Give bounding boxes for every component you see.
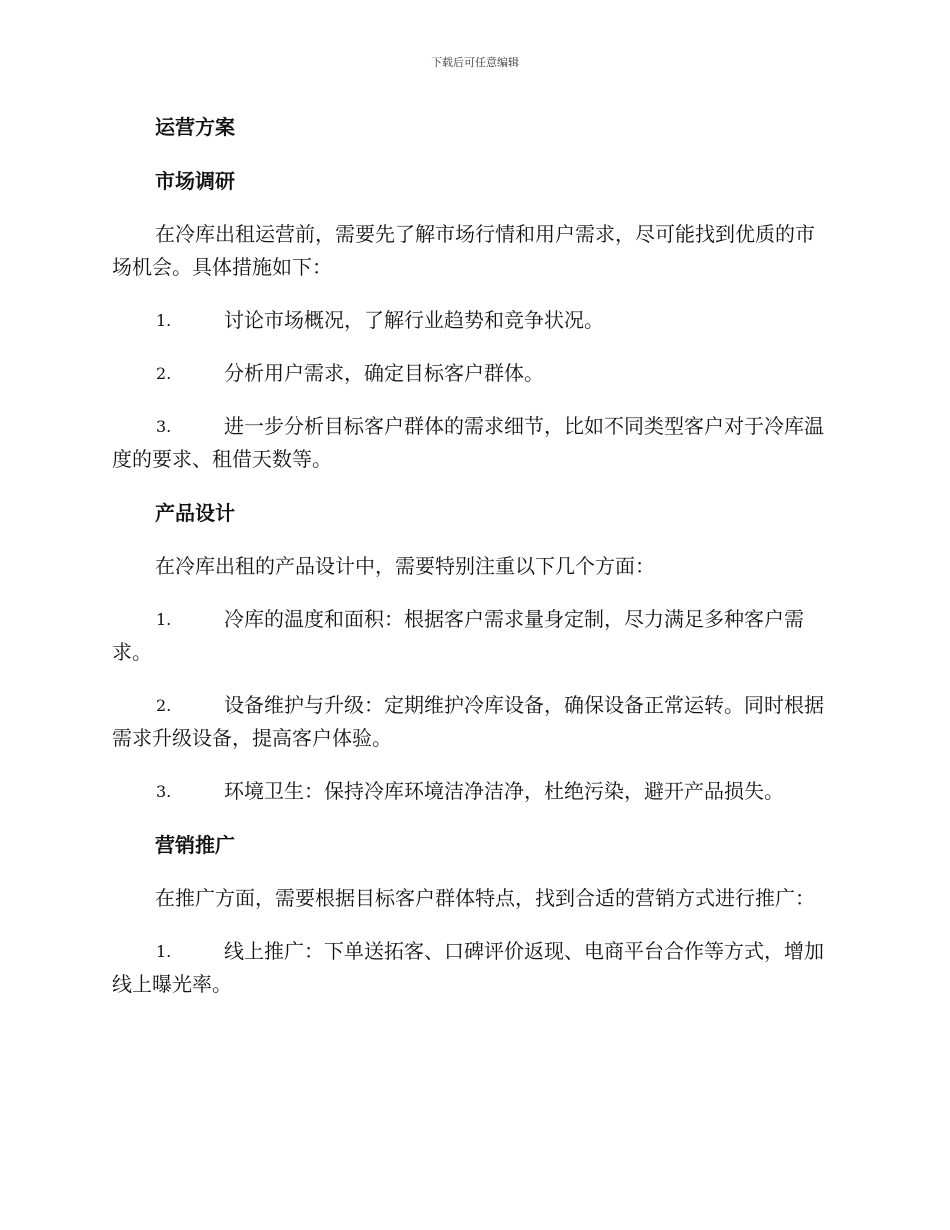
list-item-number: 3.	[156, 782, 172, 801]
list-item-number: 3.	[156, 417, 172, 436]
section-heading: 市场调研	[155, 169, 235, 193]
document-body	[112, 110, 832, 1021]
list-item-number: 1.	[156, 610, 172, 629]
list-item-text: 线上推广：下单送拓客、口碑评价返现、电商平台合作等方式，增加线上曝光率。	[112, 939, 824, 996]
list-item	[112, 410, 832, 476]
document-title: 运营方案	[155, 115, 235, 139]
section-intro: 在冷库出租的产品设计中，需要特别注重以下几个方面：	[155, 554, 655, 578]
list-item-text: 进一步分析目标客户群体的需求细节，比如不同类型客户对于冷库温度的要求、租借天数等。	[112, 414, 824, 471]
list-item-text: 讨论市场概况，了解行业趋势和竞争状况。	[224, 308, 604, 332]
list-item	[112, 304, 832, 337]
list-item	[112, 357, 832, 390]
section-intro: 在冷库出租运营前，需要先了解市场行情和用户需求，尽可能找到优质的市场机会。具体措施如下：	[112, 222, 815, 279]
section-intro: 在推广方面，需要根据目标客户群体特点，找到合适的营销方式进行推广：	[155, 886, 815, 910]
list-item-number: 1.	[156, 942, 172, 961]
list-item	[112, 603, 832, 669]
list-item-text: 设备维护与升级：定期维护冷库设备，确保设备正常运转。同时根据需求升级设备，提高客户体验。	[112, 693, 824, 750]
section-heading: 产品设计	[155, 501, 235, 525]
list-item	[112, 689, 832, 755]
list-item-text: 环境卫生：保持冷库环境洁净洁净，杜绝污染，避开产品损失。	[224, 779, 784, 803]
list-item-number: 1.	[156, 311, 172, 330]
page-header: 下载后可任意编辑	[431, 56, 519, 69]
list-item-text: 冷库的温度和面积：根据客户需求量身定制，尽力满足多种客户需求。	[112, 607, 804, 664]
list-item-text: 分析用户需求，确定目标客户群体。	[224, 361, 544, 385]
section-heading: 营销推广	[155, 833, 235, 857]
list-item-number: 2.	[156, 364, 172, 383]
list-item	[112, 935, 832, 1001]
list-item	[112, 775, 832, 808]
list-item-number: 2.	[156, 696, 172, 715]
